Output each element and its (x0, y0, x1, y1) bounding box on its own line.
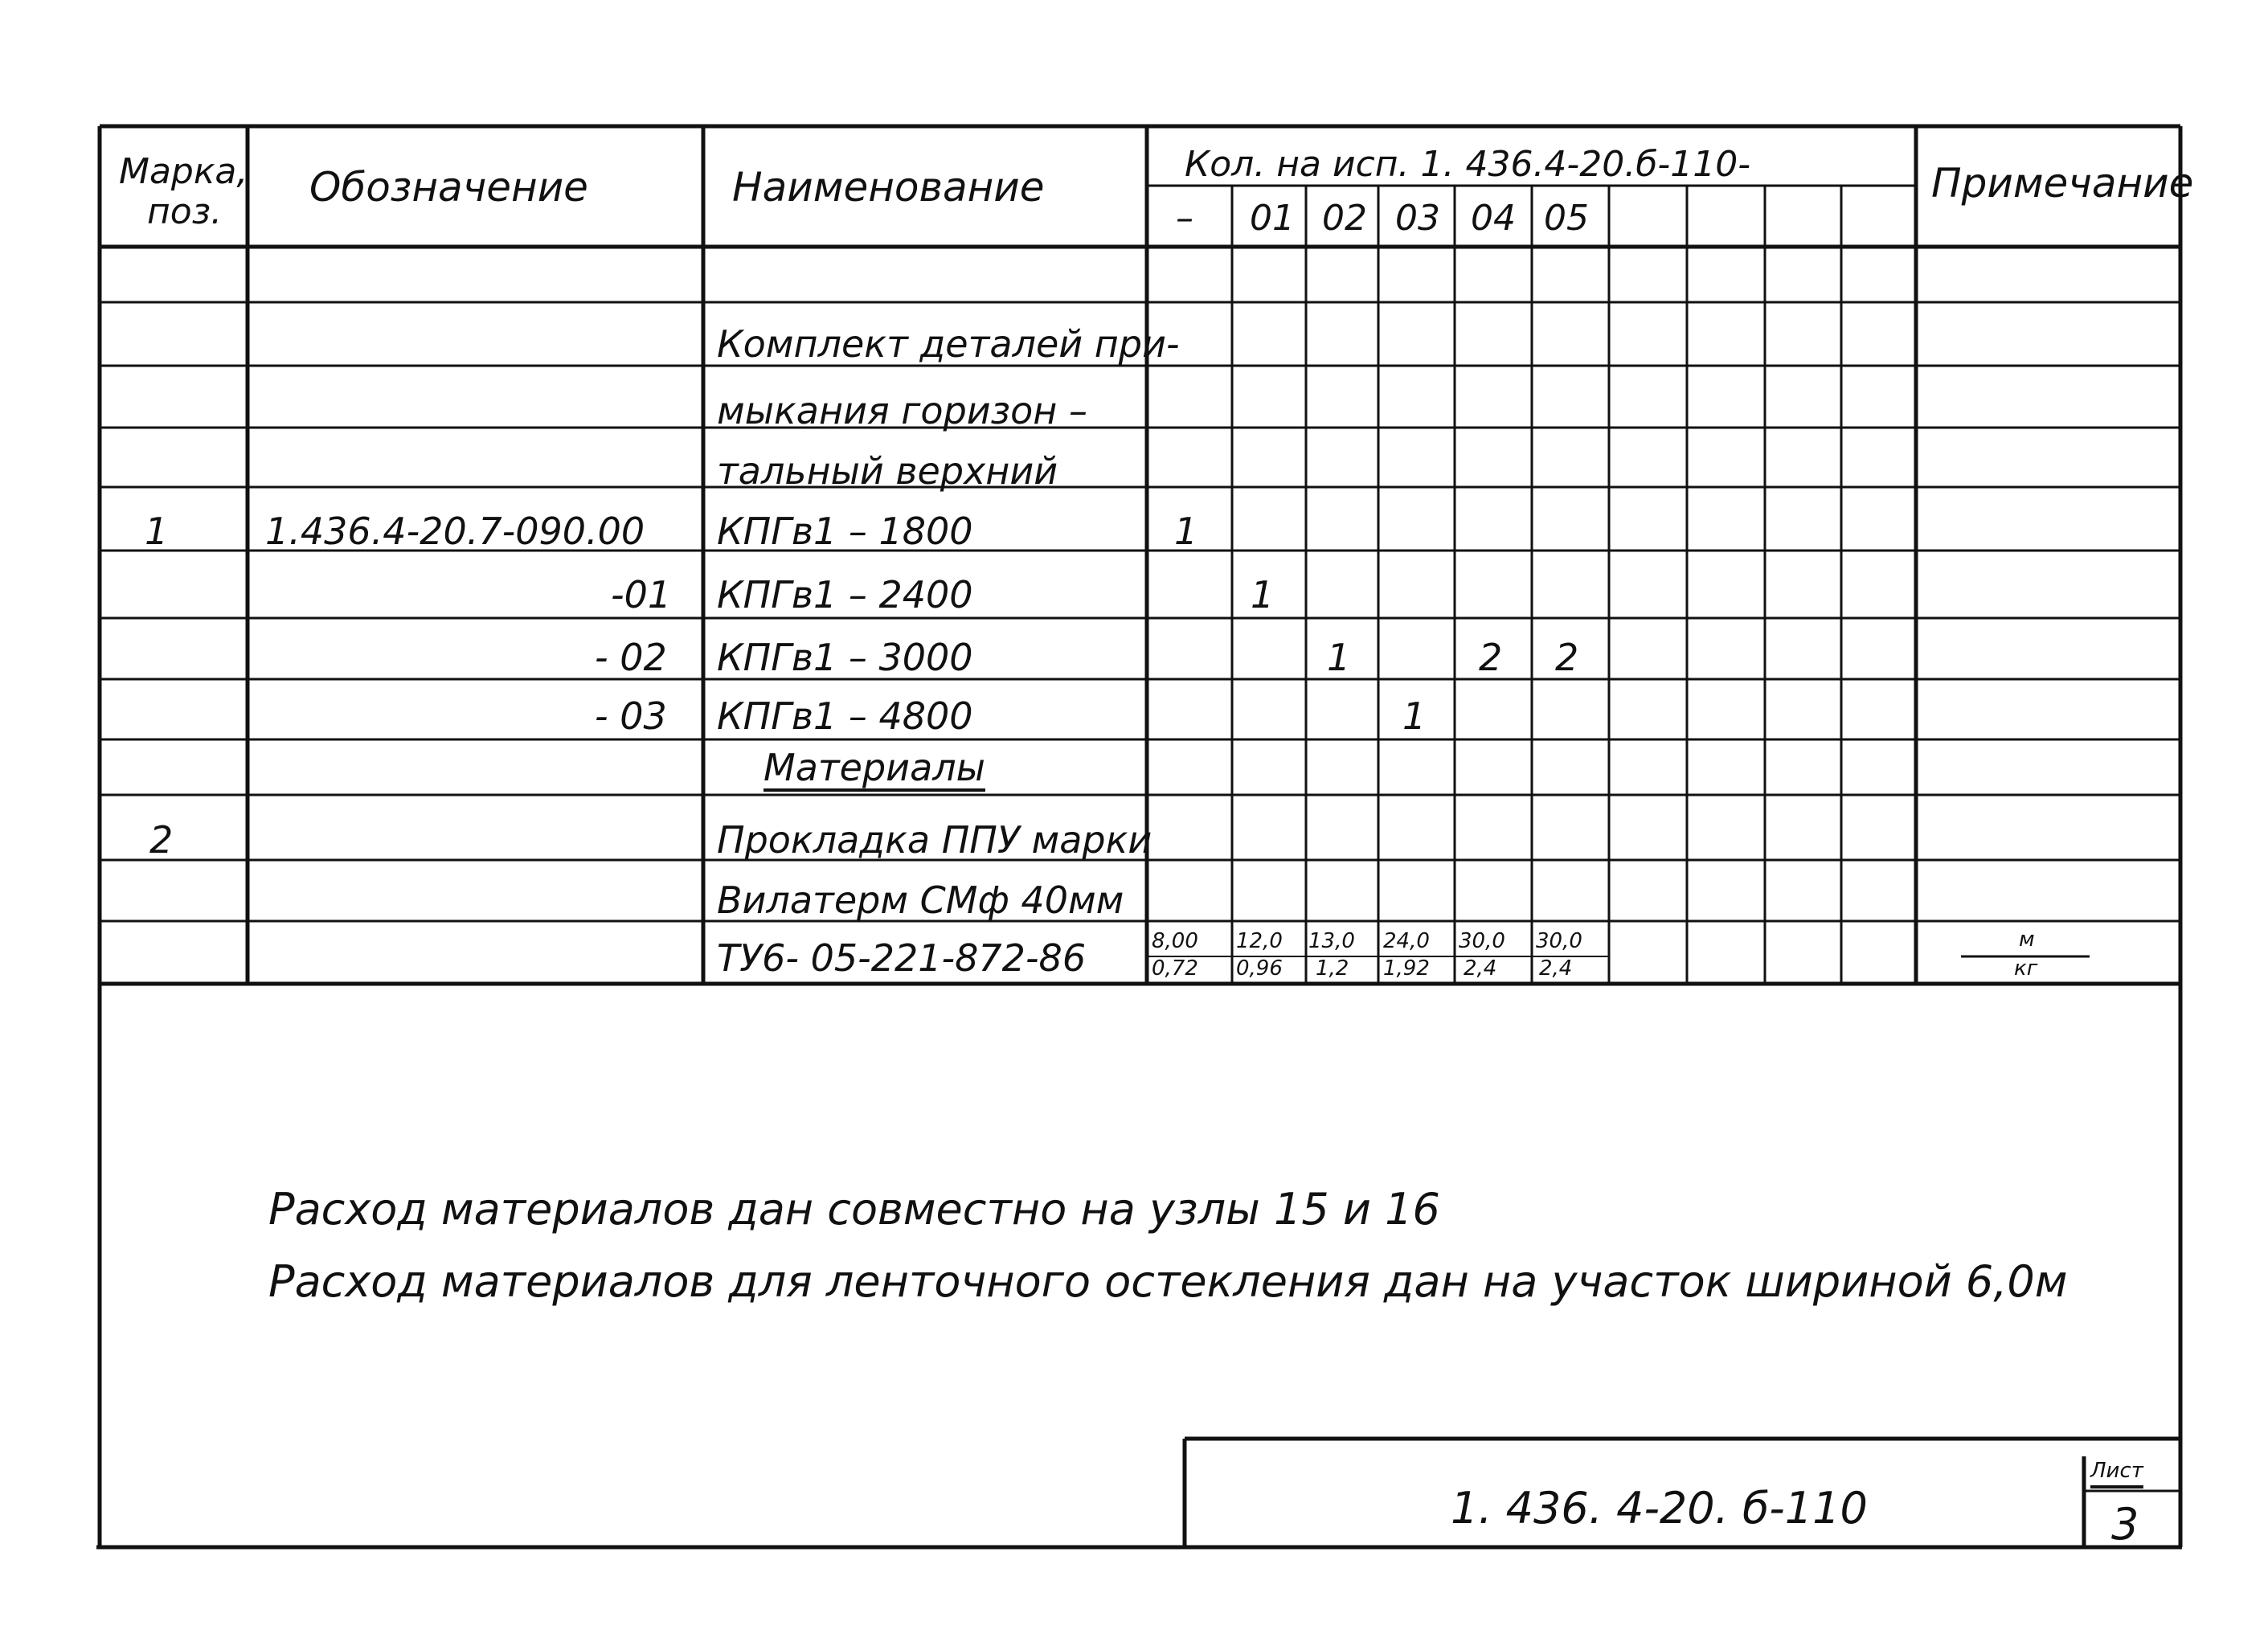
note-line-1: Расход материалов дан совместно на узлы 15 и 16 (268, 1184, 1440, 1235)
variant-01: 01 (1250, 198, 1295, 239)
row-mark: 2 (149, 818, 174, 862)
materials-heading: Материалы (764, 746, 985, 789)
qty-top: 12,0 (1236, 929, 1283, 953)
qty-top: 13,0 (1308, 929, 1355, 953)
qty-cell: 1 (1402, 694, 1427, 738)
title-doc-number: 1. 436. 4-20. б-110 (1451, 1483, 1868, 1534)
row-name: мыкания горизон – (717, 389, 1087, 432)
header-mark-line1: Марка, (119, 151, 248, 192)
row-name: КПГв1 – 3000 (717, 636, 973, 679)
qty-bottom: 1,92 (1383, 956, 1430, 981)
row-name: Вилатерм СМф 40мм (717, 878, 1124, 922)
variant-dash: – (1176, 198, 1193, 239)
row-name: КПГв1 – 2400 (717, 573, 973, 616)
qty-top: 24,0 (1383, 929, 1430, 953)
qty-top: 30,0 (1459, 929, 1505, 953)
qty-cell: 1 (1174, 510, 1198, 553)
qty-bottom: 0,96 (1236, 956, 1283, 981)
header-mark-line2: поз. (147, 191, 223, 232)
row-name: КПГв1 – 1800 (717, 510, 973, 553)
qty-cell: 1 (1251, 573, 1275, 616)
title-sheet-number: 3 (2111, 1499, 2139, 1550)
variant-03: 03 (1395, 198, 1440, 239)
note-unit-bottom: кг (2014, 956, 2038, 981)
qty-bottom: 1,2 (1316, 956, 1349, 981)
qty-cell: 1 (1327, 636, 1351, 679)
header-qty-title: Кол. на исп. 1. 436.4-20.б-110- (1185, 144, 1751, 185)
variant-05: 05 (1544, 198, 1589, 239)
qty-top: 30,0 (1536, 929, 1582, 953)
row-mark: 1 (145, 510, 169, 553)
variant-02: 02 (1322, 198, 1367, 239)
header-name: Наименование (732, 164, 1045, 211)
qty-bottom: 0,72 (1152, 956, 1198, 981)
variant-04: 04 (1471, 198, 1516, 239)
qty-top: 8,00 (1152, 929, 1198, 953)
header-designation: Обозначение (309, 164, 588, 211)
header-note: Примечание (1931, 160, 2194, 207)
title-sheet-label: Лист (2090, 1459, 2143, 1483)
row-name: тальный верхний (717, 449, 1058, 493)
qty-bottom: 2,4 (1539, 956, 1573, 981)
row-name: КПГв1 – 4800 (717, 694, 973, 738)
row-name: ТУ6- 05-221-872-86 (717, 936, 1087, 980)
note-line-2: Расход материалов для ленточного остекления дан на участок шириной 6,0м (268, 1256, 2068, 1307)
row-designation: - 03 (595, 694, 667, 738)
note-unit-top: м (2019, 928, 2035, 952)
row-name: Комплект деталей при- (717, 322, 1180, 366)
qty-cell: 2 (1555, 636, 1579, 679)
row-name: Прокладка ППУ марки (717, 818, 1152, 862)
row-designation: 1.436.4-20.7-090.00 (265, 510, 645, 553)
qty-cell: 2 (1479, 636, 1503, 679)
row-designation: -01 (611, 573, 672, 616)
qty-bottom: 2,4 (1464, 956, 1497, 981)
row-designation: - 02 (595, 636, 667, 679)
